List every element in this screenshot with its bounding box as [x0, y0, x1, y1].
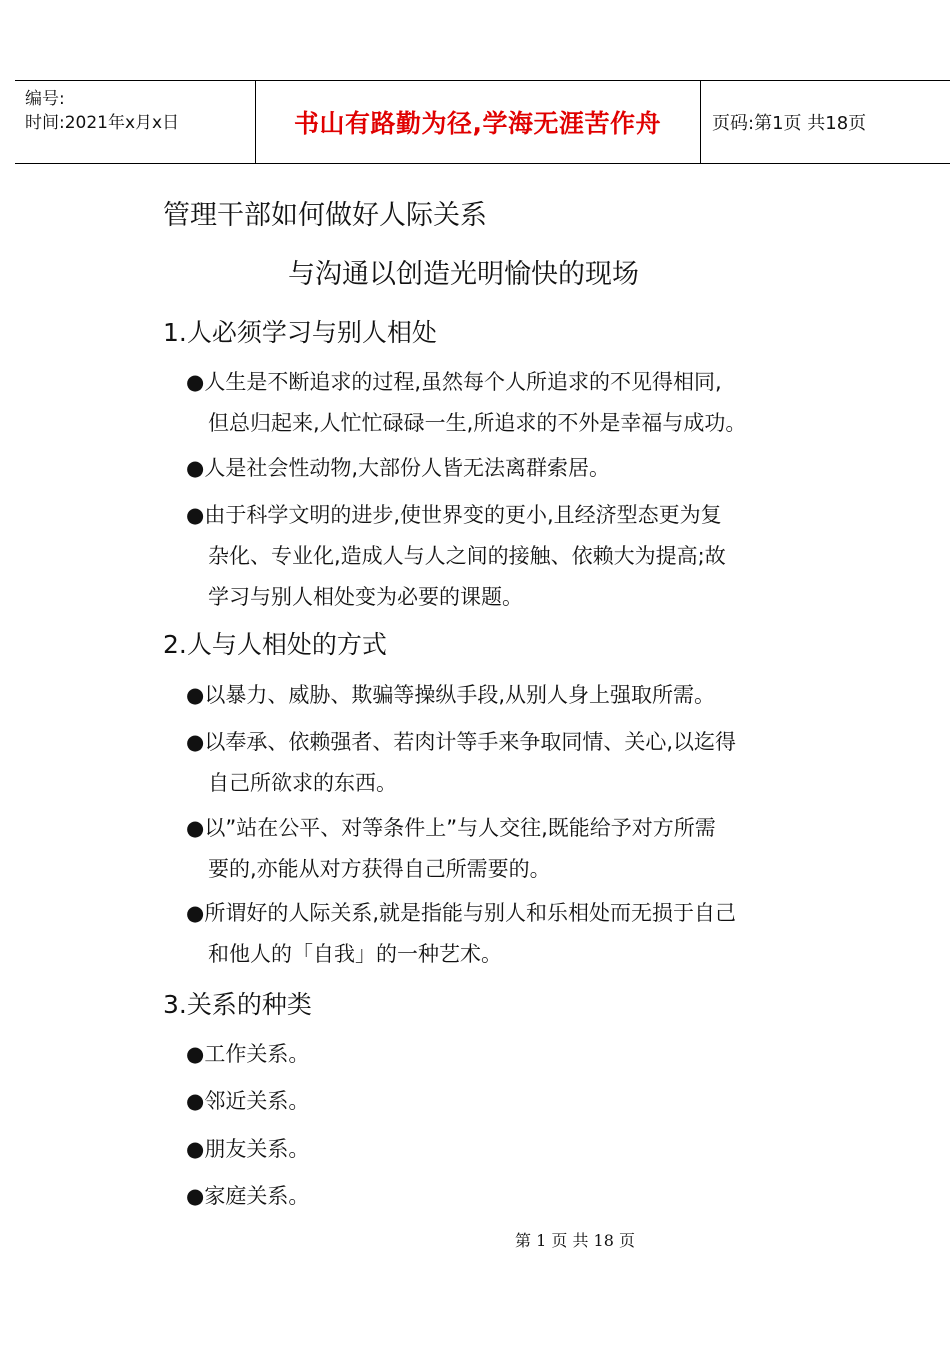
bullet-item [186, 675, 816, 716]
bullet-line: ●以暴力、威胁、欺骗等操纵手段,从别人身上强取所需。 [186, 683, 715, 707]
bullet-line: 自己所欲求的东西。 [208, 771, 397, 795]
bullet-item [186, 1034, 816, 1075]
bullet-item [186, 1176, 816, 1217]
header-page-number: 页码:第1页 共18页 [712, 113, 867, 134]
bullet-item [186, 893, 816, 975]
bullet-line: ●所谓好的人际关系,就是指能与别人和乐相处而无损于自己 [186, 901, 736, 925]
bullet-line: ●工作关系。 [186, 1042, 310, 1066]
bullet-line: 杂化、专业化,造成人与人之间的接触、依赖大为提高;故 [208, 544, 726, 568]
document-title-line2: 与沟通以创造光明愉快的现场 [288, 259, 639, 290]
bullet-line: ●朋友关系。 [186, 1137, 310, 1161]
bullet-item [186, 1129, 816, 1170]
bullet-item [186, 495, 816, 618]
document-number-label: 编号: [25, 89, 65, 109]
bullet-item [186, 1081, 816, 1122]
bullet-line: ●由于科学文明的进步,使世界变的更小,且经济型态更为复 [186, 503, 722, 527]
bullet-line: ●以”站在公平、对等条件上”与人交往,既能给予对方所需 [186, 816, 716, 840]
bullet-line: 要的,亦能从对方获得自己所需要的。 [208, 857, 551, 881]
section-heading: 3.关系的种类 [163, 990, 312, 1019]
bullet-line: 和他人的「自我」的一种艺术。 [208, 942, 502, 966]
bullet-line: 学习与别人相处变为必要的课题。 [208, 585, 523, 609]
section-heading: 1.人必须学习与别人相处 [163, 318, 437, 347]
bullet-line: ●邻近关系。 [186, 1089, 310, 1113]
bullet-item [186, 362, 816, 444]
header-motto: 书山有路勤为径,学海无涯苦作舟 [294, 109, 661, 138]
page-footer: 第 1 页 共 18 页 [515, 1231, 635, 1250]
bullet-line: 但总归起来,人忙忙碌碌一生,所追求的不外是幸福与成功。 [208, 411, 747, 435]
bullet-line: ●家庭关系。 [186, 1184, 310, 1208]
bullet-item [186, 808, 816, 890]
bullet-line: ●以奉承、依赖强者、若肉计等手来争取同情、关心,以迄得 [186, 730, 736, 754]
section-heading: 2.人与人相处的方式 [163, 630, 387, 659]
bullet-item [186, 448, 816, 489]
document-time-label: 时间:2021年x月x日 [25, 113, 180, 133]
document-header [15, 80, 950, 164]
document-title-line1: 管理干部如何做好人际关系 [163, 200, 487, 231]
bullet-line: ●人是社会性动物,大部份人皆无法离群索居。 [186, 456, 610, 480]
bullet-line: ●人生是不断追求的过程,虽然每个人所追求的不见得相同, [186, 370, 722, 394]
bullet-item [186, 722, 816, 804]
header-meta [25, 87, 255, 135]
